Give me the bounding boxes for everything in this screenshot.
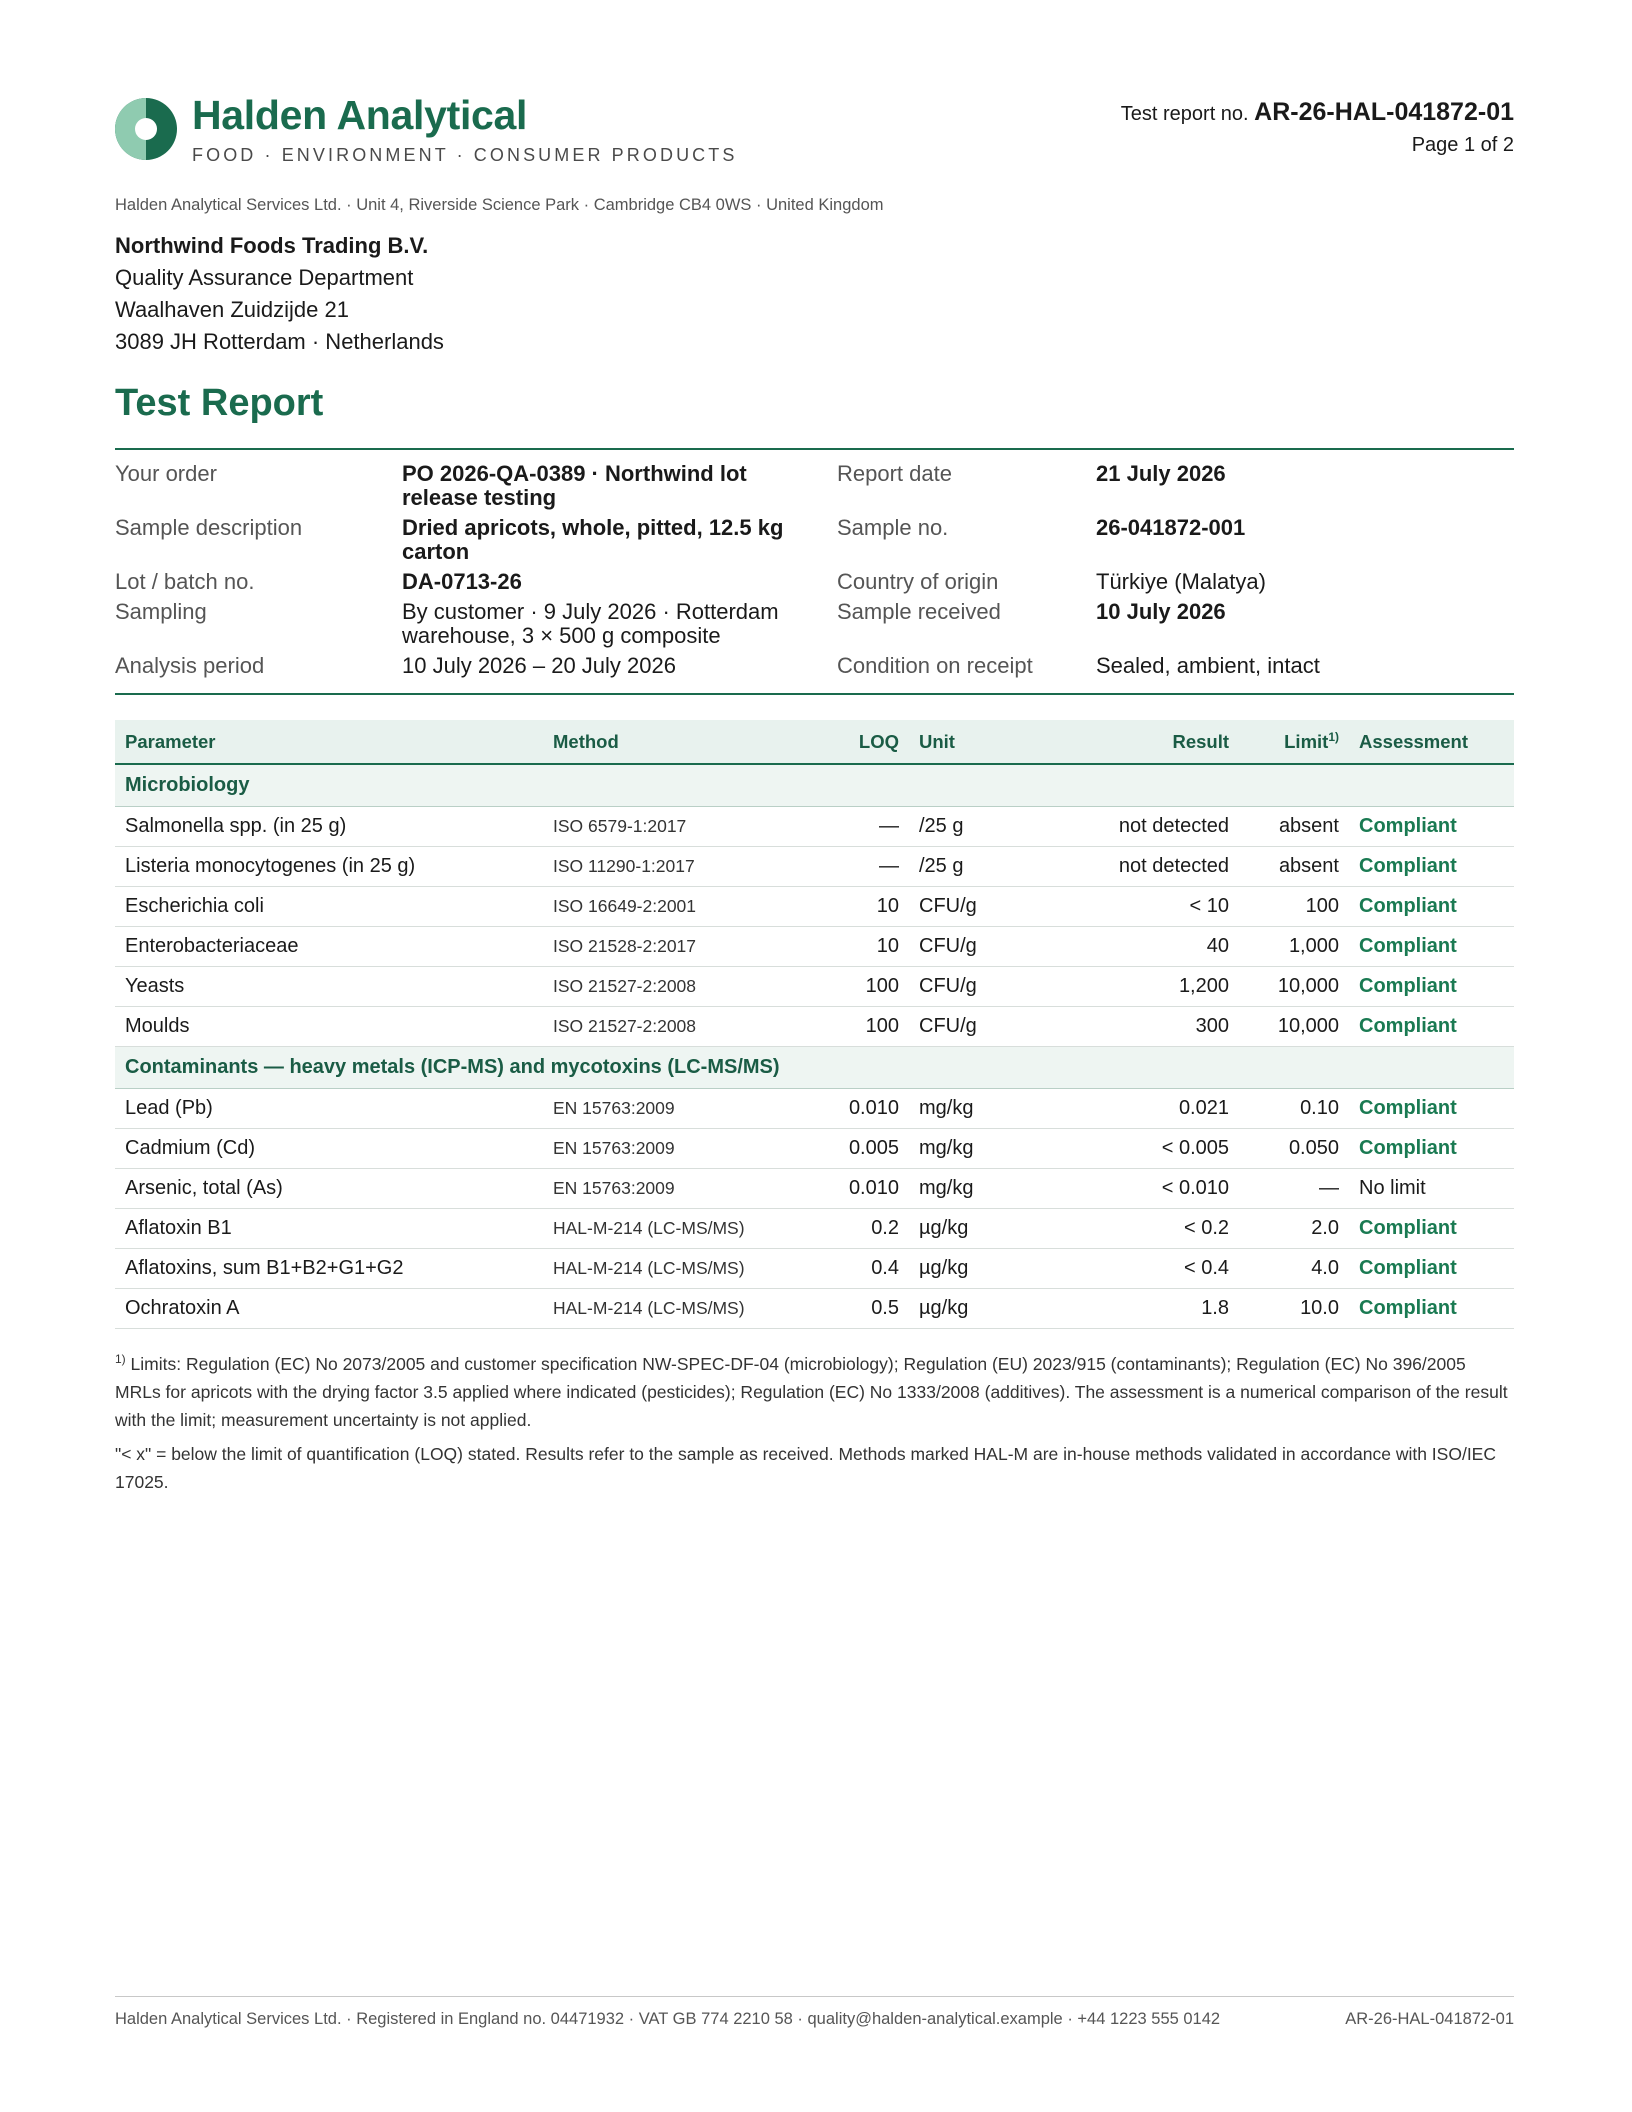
cell-loq: 10	[799, 926, 909, 966]
cell-unit: CFU/g	[909, 1006, 1039, 1046]
table-row	[115, 966, 1514, 1006]
cell-method: HAL-M-214 (LC-MS/MS)	[543, 1248, 799, 1288]
column-header-method: Method	[543, 720, 799, 764]
page-title: Test Report	[115, 382, 324, 424]
cell-unit: mg/kg	[909, 1088, 1039, 1128]
cell-method: EN 15763:2009	[543, 1088, 799, 1128]
cell-parameter: Listeria monocytogenes (in 25 g)	[115, 846, 543, 886]
table-row	[115, 1088, 1514, 1128]
cell-loq: —	[799, 846, 909, 886]
info-value-origin: Türkiye (Malatya)	[1096, 569, 1266, 594]
cell-unit: µg/kg	[909, 1248, 1039, 1288]
cell-limit: absent	[1239, 806, 1349, 846]
brand-name: Halden Analytical	[192, 92, 528, 138]
footer-company-info: Halden Analytical Services Ltd. · Registered in England no. 04471932 · VAT GB 774 2210 58 · quality@halden-analytical.example · +44 1223 555 0142	[115, 2010, 1221, 2028]
cell-loq: 0.4	[799, 1248, 909, 1288]
cell-loq: 100	[799, 966, 909, 1006]
column-header-parameter: Parameter	[115, 720, 543, 764]
recipient-name: Northwind Foods Trading B.V.	[115, 233, 429, 258]
cell-limit: 0.10	[1239, 1088, 1349, 1128]
group-title: Contaminants — heavy metals (ICP-MS) and mycotoxins (LC-MS/MS)	[115, 1046, 1514, 1088]
info-label-sampling: Sampling	[115, 599, 207, 624]
cell-assessment: Compliant	[1349, 846, 1514, 886]
column-header-loq: LOQ	[799, 720, 909, 764]
recipient-address	[115, 230, 444, 358]
cell-limit: absent	[1239, 846, 1349, 886]
cell-loq: 0.005	[799, 1128, 909, 1168]
limits-footnote-text: Limits: Regulation (EC) No 2073/2005 and customer specification NW-SPEC-DF-04 (microbiology); Regulation (EU) 2023/915 (contaminants); Regulation (EC) No 396/2005 MRLs for apricots with the drying factor 3.5 applied where indicated (pesticides); Regulation (EC) No 1333/2008 (additives). The assessment is a numerical comparison of the result with the limit; measurement uncertainty is not applied.	[115, 1354, 1508, 1430]
cell-parameter: Salmonella spp. (in 25 g)	[115, 806, 543, 846]
cell-method: ISO 16649-2:2001	[543, 886, 799, 926]
cell-limit: 4.0	[1239, 1248, 1349, 1288]
footer-divider	[115, 1996, 1514, 1997]
cell-method: ISO 6579-1:2017	[543, 806, 799, 846]
loq-note: "< x" = below the limit of quantification (LOQ) stated. Results refer to the sample as received. Methods marked HAL-M are in-house methods validated in accordance with ISO/IEC 17025.	[115, 1444, 1496, 1492]
info-label-sample-description: Sample description	[115, 515, 303, 540]
info-label-analysis-period: Analysis period	[115, 653, 265, 678]
cell-result: < 0.2	[1039, 1208, 1239, 1248]
divider	[115, 693, 1514, 695]
cell-loq: 0.010	[799, 1088, 909, 1128]
table-row	[115, 1248, 1514, 1288]
cell-result: 1,200	[1039, 966, 1239, 1006]
cell-limit: 0.050	[1239, 1128, 1349, 1168]
column-header-assessment: Assessment	[1349, 720, 1514, 764]
cell-parameter: Enterobacteriaceae	[115, 926, 543, 966]
table-row	[115, 1006, 1514, 1046]
sender-address: Halden Analytical Services Ltd. · Unit 4, Riverside Science Park · Cambridge CB4 0WS · United Kingdom	[115, 196, 884, 214]
cell-assessment: Compliant	[1349, 1006, 1514, 1046]
cell-limit: —	[1239, 1168, 1349, 1208]
cell-loq: 100	[799, 1006, 909, 1046]
cell-limit: 2.0	[1239, 1208, 1349, 1248]
cell-unit: /25 g	[909, 806, 1039, 846]
info-label-sample-received: Sample received	[837, 599, 1001, 624]
cell-unit: /25 g	[909, 846, 1039, 886]
cell-assessment: Compliant	[1349, 886, 1514, 926]
table-row	[115, 806, 1514, 846]
cell-method: ISO 21527-2:2008	[543, 966, 799, 1006]
info-label-order: Your order	[115, 461, 217, 486]
table-row	[115, 926, 1514, 966]
cell-limit: 100	[1239, 886, 1349, 926]
cell-result: 0.021	[1039, 1088, 1239, 1128]
cell-method: EN 15763:2009	[543, 1168, 799, 1208]
report-number-value: AR-26-HAL-041872-01	[1254, 98, 1514, 126]
cell-result: < 0.010	[1039, 1168, 1239, 1208]
info-value-sample-description: Dried apricots, whole, pitted, 12.5 kg carton	[402, 515, 784, 564]
cell-loq: 0.2	[799, 1208, 909, 1248]
report-number	[1121, 98, 1514, 127]
info-value-sample-received: 10 July 2026	[1096, 599, 1226, 624]
cell-assessment: Compliant	[1349, 926, 1514, 966]
cell-unit: µg/kg	[909, 1288, 1039, 1328]
footnote-marker: 1)	[1328, 729, 1339, 744]
cell-limit: 10,000	[1239, 1006, 1349, 1046]
brand-tagline: FOOD · ENVIRONMENT · CONSUMER PRODUCTS	[192, 145, 738, 165]
column-header-limit	[1239, 720, 1349, 764]
cell-method: EN 15763:2009	[543, 1128, 799, 1168]
page-indicator: Page 1 of 2	[1411, 134, 1514, 156]
cell-parameter: Moulds	[115, 1006, 543, 1046]
cell-loq: 10	[799, 886, 909, 926]
table-row	[115, 886, 1514, 926]
cell-result: 40	[1039, 926, 1239, 966]
cell-parameter: Lead (Pb)	[115, 1088, 543, 1128]
cell-result: < 0.4	[1039, 1248, 1239, 1288]
column-header-result: Result	[1039, 720, 1239, 764]
table-header-row	[115, 720, 1514, 764]
footnotes	[115, 1350, 1515, 1502]
cell-assessment: Compliant	[1349, 1208, 1514, 1248]
cell-assessment: Compliant	[1349, 806, 1514, 846]
table-row	[115, 1208, 1514, 1248]
cell-unit: CFU/g	[909, 886, 1039, 926]
table-row	[115, 1288, 1514, 1328]
cell-parameter: Escherichia coli	[115, 886, 543, 926]
report-number-label: Test report no.	[1120, 103, 1249, 125]
cell-result: not detected	[1039, 806, 1239, 846]
cell-assessment: Compliant	[1349, 1088, 1514, 1128]
column-header-unit: Unit	[909, 720, 1039, 764]
cell-parameter: Arsenic, total (As)	[115, 1168, 543, 1208]
cell-result: 1.8	[1039, 1288, 1239, 1328]
cell-method: ISO 21528-2:2017	[543, 926, 799, 966]
table-row	[115, 1168, 1514, 1208]
info-label-lot: Lot / batch no.	[115, 569, 255, 594]
cell-assessment: Compliant	[1349, 1128, 1514, 1168]
cell-unit: µg/kg	[909, 1208, 1039, 1248]
info-label-condition: Condition on receipt	[837, 653, 1033, 678]
cell-parameter: Cadmium (Cd)	[115, 1128, 543, 1168]
cell-unit: mg/kg	[909, 1168, 1039, 1208]
cell-parameter: Ochratoxin A	[115, 1288, 543, 1328]
info-value-sampling: By customer · 9 July 2026 · Rotterdam warehouse, 3 × 500 g composite	[402, 599, 779, 648]
cell-unit: CFU/g	[909, 966, 1039, 1006]
ring-logo-icon	[115, 98, 177, 160]
info-value-analysis-period: 10 July 2026 – 20 July 2026	[402, 653, 676, 678]
cell-result: not detected	[1039, 846, 1239, 886]
table-row	[115, 846, 1514, 886]
cell-method: ISO 11290-1:2017	[543, 846, 799, 886]
recipient-line: Waalhaven Zuidzijde 21	[115, 297, 349, 322]
cell-unit: mg/kg	[909, 1128, 1039, 1168]
recipient-line: 3089 JH Rotterdam · Netherlands	[115, 329, 444, 354]
cell-loq: —	[799, 806, 909, 846]
info-value-lot: DA-0713-26	[402, 569, 522, 594]
info-value-sample-no: 26-041872-001	[1096, 515, 1246, 540]
info-value-condition: Sealed, ambient, intact	[1096, 653, 1320, 678]
info-label-origin: Country of origin	[837, 569, 999, 594]
table-group-row	[115, 1046, 1514, 1088]
divider	[115, 448, 1514, 450]
cell-loq: 0.010	[799, 1168, 909, 1208]
cell-method: HAL-M-214 (LC-MS/MS)	[543, 1288, 799, 1328]
limit-header-label: Limit	[1284, 730, 1329, 752]
info-value-order: PO 2026-QA-0389 · Northwind lot release testing	[402, 461, 747, 510]
cell-result: < 0.005	[1039, 1128, 1239, 1168]
cell-limit: 10.0	[1239, 1288, 1349, 1328]
info-value-report-date: 21 July 2026	[1096, 461, 1226, 486]
recipient-line: Quality Assurance Department	[115, 265, 414, 290]
cell-assessment: Compliant	[1349, 966, 1514, 1006]
cell-limit: 1,000	[1239, 926, 1349, 966]
cell-result: < 10	[1039, 886, 1239, 926]
cell-result: 300	[1039, 1006, 1239, 1046]
cell-parameter: Aflatoxin B1	[115, 1208, 543, 1248]
limits-footnote	[115, 1350, 1515, 1434]
cell-limit: 10,000	[1239, 966, 1349, 1006]
cell-assessment: No limit	[1349, 1168, 1514, 1208]
cell-method: HAL-M-214 (LC-MS/MS)	[543, 1208, 799, 1248]
table-row	[115, 1128, 1514, 1168]
cell-loq: 0.5	[799, 1288, 909, 1328]
cell-parameter: Aflatoxins, sum B1+B2+G1+G2	[115, 1248, 543, 1288]
info-label-sample-no: Sample no.	[837, 515, 949, 540]
info-label-report-date: Report date	[837, 461, 952, 486]
cell-parameter: Yeasts	[115, 966, 543, 1006]
results-table	[115, 720, 1514, 1329]
group-title: Microbiology	[115, 764, 1514, 806]
footer-report-number: AR-26-HAL-041872-01	[1345, 2010, 1514, 2028]
cell-method: ISO 21527-2:2008	[543, 1006, 799, 1046]
cell-unit: CFU/g	[909, 926, 1039, 966]
footnote-marker: 1)	[115, 1352, 126, 1367]
results-body	[115, 764, 1514, 1328]
cell-assessment: Compliant	[1349, 1288, 1514, 1328]
table-group-row	[115, 764, 1514, 806]
cell-assessment: Compliant	[1349, 1248, 1514, 1288]
